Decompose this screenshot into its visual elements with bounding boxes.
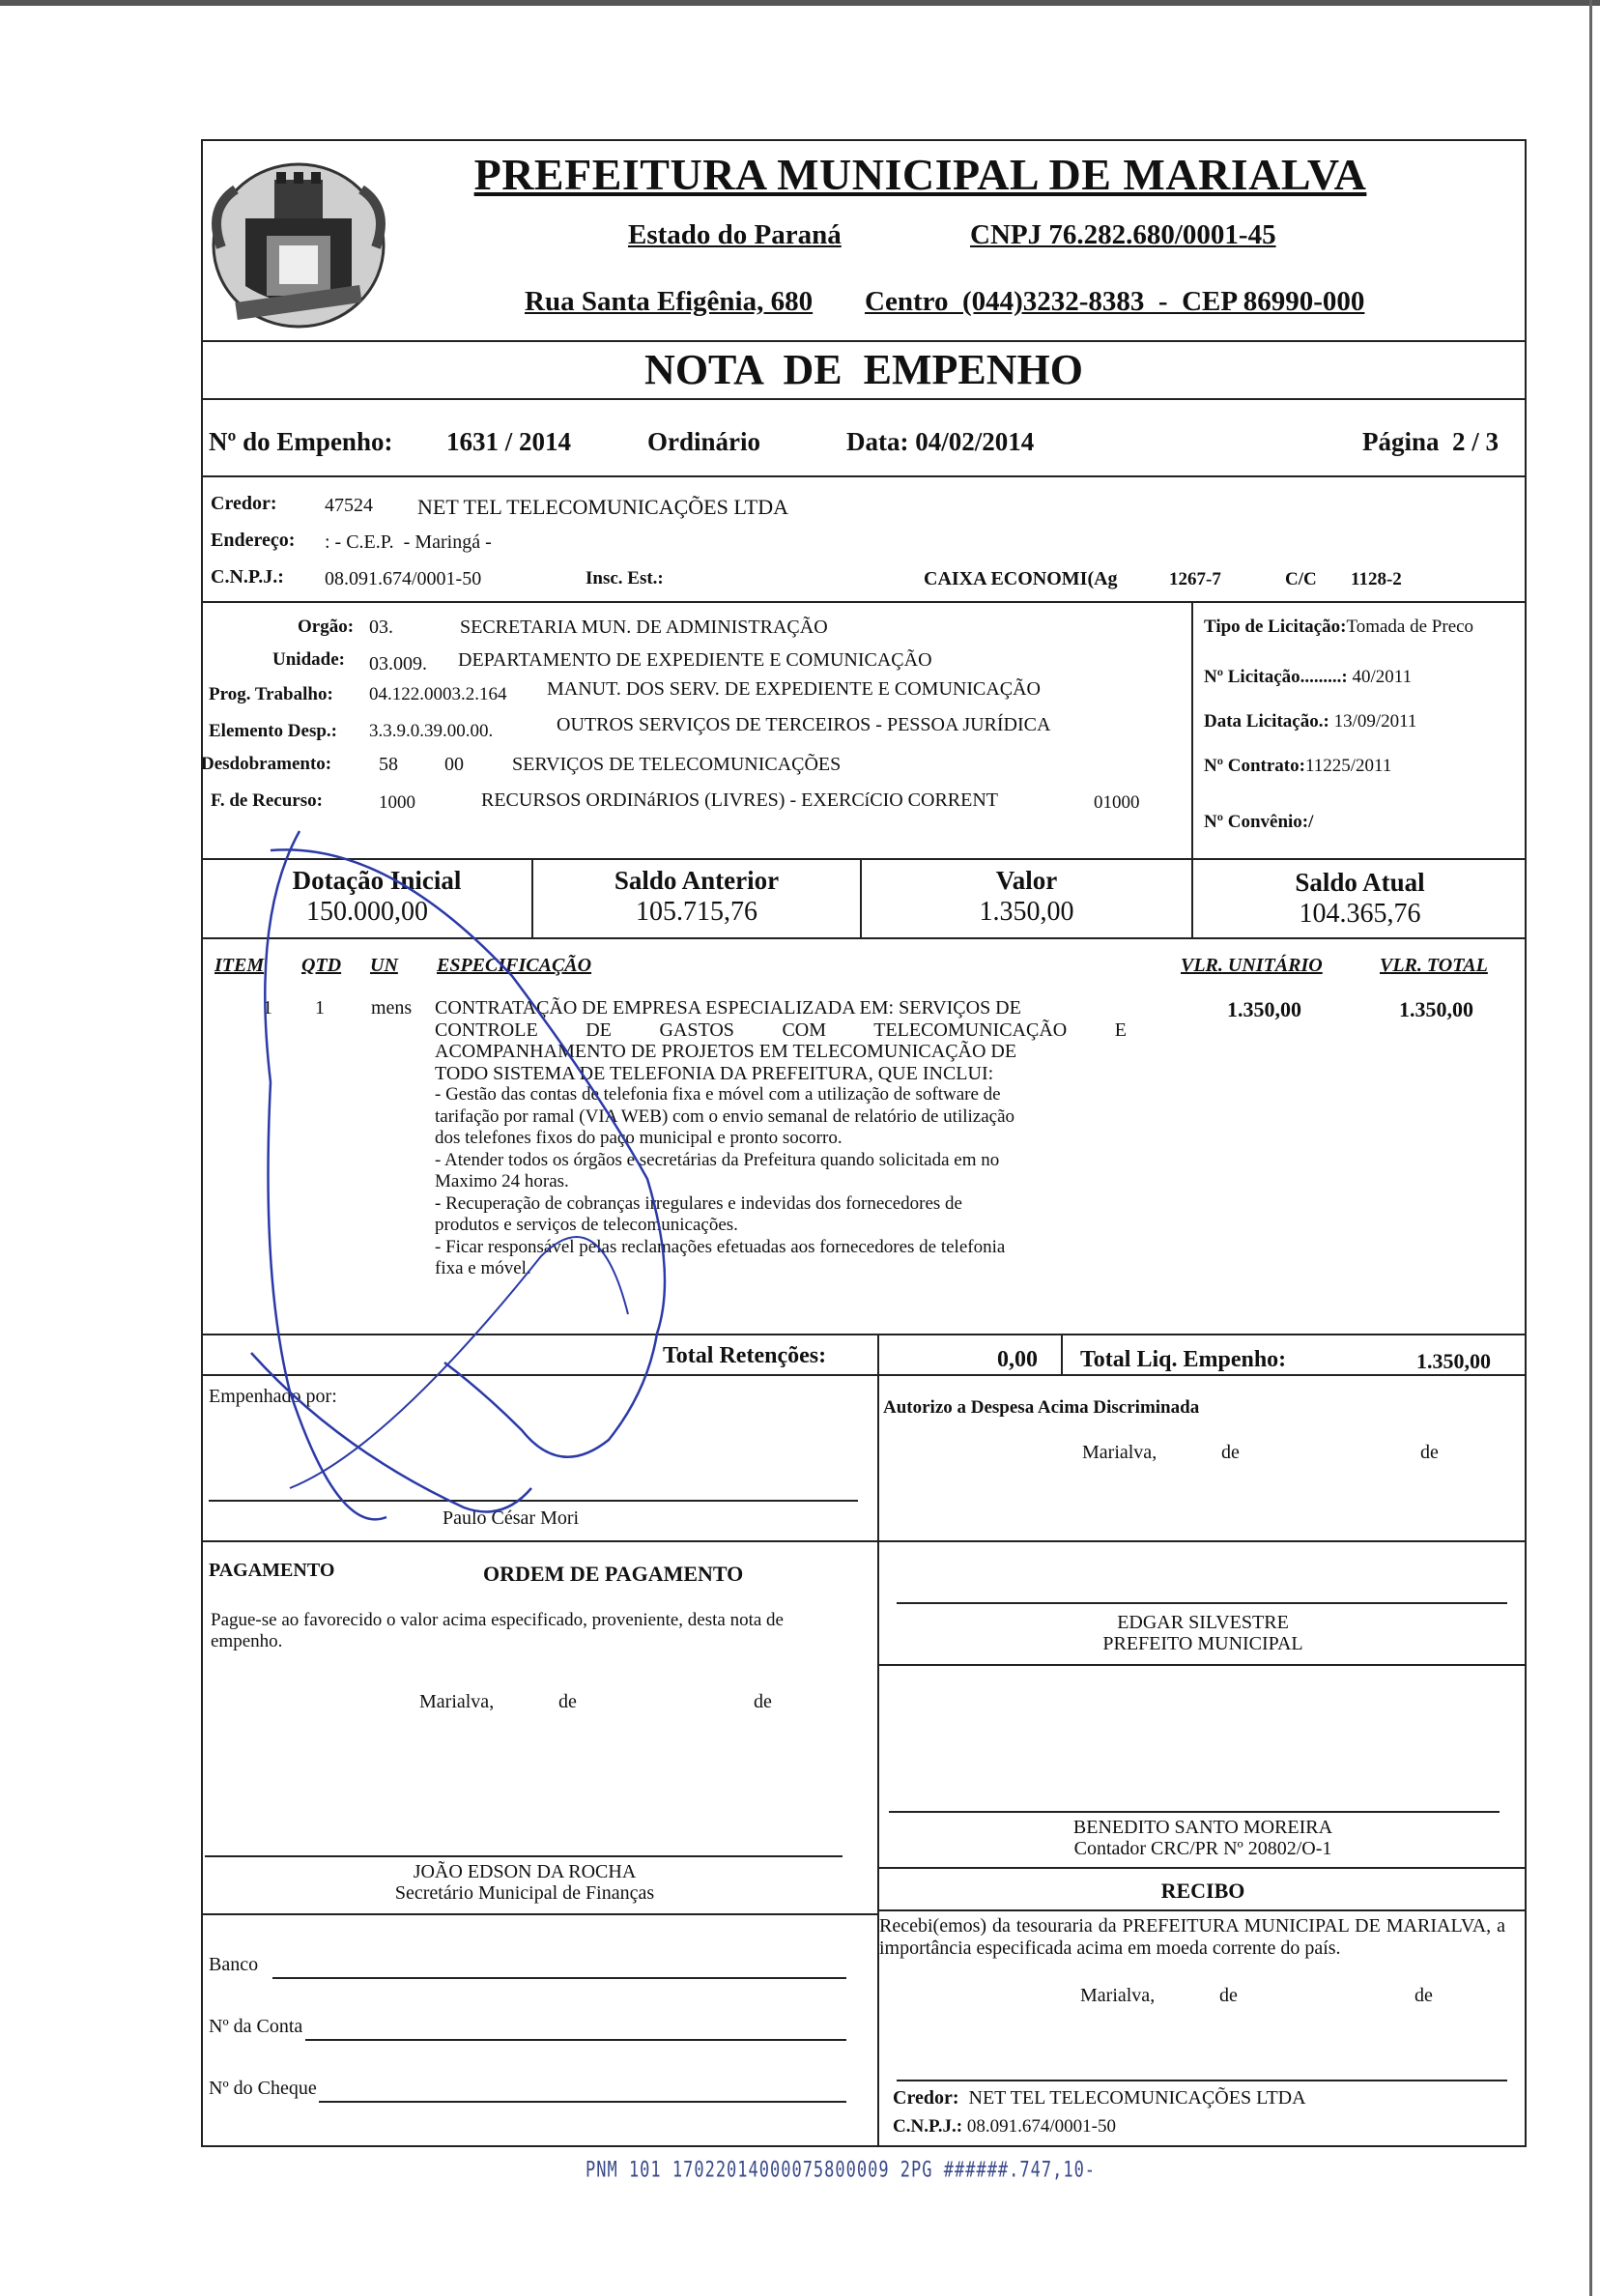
saldo-atual-label: Saldo Atual [1295,868,1425,897]
contador-title: Contador CRC/PR Nº 20802/O-1 [1073,1838,1332,1859]
cc-label: C/C [1285,569,1317,589]
autorizo-de1: de [1221,1442,1240,1463]
spec-line: - Gestão das contas de telefonia fixa e móvel com a utilização de software de [435,1084,1001,1105]
pagamento-label: PAGAMENTO [209,1560,335,1581]
orgao-name: SECRETARIA MUN. DE ADMINISTRAÇÃO [460,617,828,638]
desdobramento-code1: 58 [379,754,398,775]
spec-line: - Recuperação de cobranças irregulares e indevidas dos fornecedores de [435,1192,962,1214]
handwritten-signature [193,773,889,1527]
cheque-label: Nº do Cheque [209,2078,317,2099]
total-retencoes-value: 0,00 [997,1347,1038,1372]
licitacao-number [1204,667,1412,688]
empenho-number: 1631 / 2014 [446,427,572,456]
pagamento-de1: de [558,1691,577,1712]
recibo-credor [893,2087,1306,2109]
desdobramento-code2: 00 [444,754,464,775]
col-un: UN [370,955,398,976]
unidade-code: 03.009. [369,653,427,674]
empenhado-name: Paulo César Mori [443,1507,580,1529]
contrato [1204,756,1391,777]
cc-number: 1128-2 [1351,569,1402,589]
divider [879,1664,1527,1666]
divider [201,398,1527,400]
elemento-name: OUTROS SERVIÇOS DE TERCEIROS - PESSOA JURÍDICA [557,714,1051,735]
marialva-coat-of-arms [207,151,390,340]
autorizo-place: Marialva, [1082,1442,1157,1463]
divider [879,1909,1527,1911]
endereco-value: : - C.E.P. - Maringá - [325,531,492,553]
item-un: mens [371,997,413,1019]
item-total-value: 1.350,00 [1399,997,1473,1021]
signature-line [889,1811,1500,1813]
recibo-text: Recebi(emos) da tesouraria da PREFEITURA MUNICIPAL DE MARIALVA, a importância especificada acima em moeda corrente do país. [879,1915,1505,1959]
licitacao-date [1204,711,1416,732]
credor-code: 47524 [325,495,373,516]
footer-machine-code: PNM 101 17022014000075800009 2PG ######.747,10- [586,2158,1097,2183]
contador-name: BENEDITO SANTO MOREIRA [1072,1817,1333,1838]
conta-label: Nº da Conta [209,2016,303,2037]
banco-field-line[interactable] [272,1977,846,1979]
secretario-signature [201,1861,848,1904]
prog-name: MANUT. DOS SERV. DE EXPEDIENTE E COMUNICAÇÃO [547,678,1041,700]
total-liquido-value: 1.350,00 [1416,1349,1491,1373]
spec-line: CONTRATAÇÃO DE EMPRESA ESPECIALIZADA EM: SERVIÇOS DE [435,997,1021,1019]
secretario-title: Secretário Municipal de Finanças [394,1882,655,1904]
contrato-value: 11225/2011 [1304,756,1392,776]
ordem-de-pagamento-title: ORDEM DE PAGAMENTO [483,1562,744,1586]
bank-agency: 1267-7 [1169,569,1221,589]
divider [201,1913,877,1915]
item-qtd: 1 [315,997,325,1019]
banco-label: Banco [209,1954,259,1975]
orgao-label: Orgão: [298,617,355,637]
cnpj-label: C.N.P.J.: [211,566,284,588]
prefeito-name: EDGAR SILVESTRE [1117,1612,1289,1633]
convenio-label: Nº Convênio:/ [1204,812,1314,832]
recibo-cnpj-label: C.N.P.J.: [893,2116,963,2137]
credor-cnpj: 08.091.674/0001-50 [325,568,482,589]
credor-name: NET TEL TELECOMUNICAÇÕES LTDA [417,495,788,519]
dotacao-inicial-value: 150.000,00 [306,897,428,927]
spec-line: fixa e móvel. [435,1258,531,1278]
dotacao-inicial-label: Dotação Inicial [292,866,462,895]
col-especificacao: ESPECIFICAÇÃO [437,955,592,976]
desdobramento-name: SERVIÇOS DE TELECOMUNICAÇÕES [512,754,842,775]
elemento-code: 3.3.9.0.39.00.00. [369,721,494,741]
total-retencoes-label: Total Retenções: [663,1343,827,1368]
address-rest: Centro (044)3232-8383 - CEP 86990-000 [865,286,1365,317]
credor-label: Credor: [211,493,277,514]
divider [201,601,1527,603]
scan-top-edge [0,0,1600,6]
divider [201,340,1527,342]
saldo-anterior-label: Saldo Anterior [614,866,780,895]
spec-line: tarifação por ramal (VIA WEB) com o envio semanal de relatório de utilização [435,1105,1015,1127]
fonte-code: 1000 [379,792,415,813]
empenho-date: Data: 04/02/2014 [846,427,1035,456]
elemento-label: Elemento Desp.: [209,721,337,741]
licitacao-number-label: Nº Licitação.........: [1204,667,1348,687]
unidade-name: DEPARTAMENTO DE EXPEDIENTE E COMUNICAÇÃO [458,649,932,671]
recibo-de2: de [1414,1985,1433,2006]
divider [1191,601,1193,860]
cheque-field-line[interactable] [319,2101,846,2103]
spec-line: - Ficar responsável pelas reclamações efetuadas aos fornecedores de telefonia [435,1236,1006,1257]
prefeitura-title: PREFEITURA MUNICIPAL DE MARIALVA [473,150,1367,199]
contador-signature [879,1817,1527,1859]
desdobramento-label: Desdobramento: [201,754,332,774]
pagamento-text: Pague-se ao favorecido o valor acima especificado, proveniente, desta nota de empenho. [211,1610,784,1651]
fonte-label: F. de Recurso: [211,790,323,811]
autorizo-de2: de [1420,1442,1439,1463]
item-unit-value: 1.350,00 [1227,997,1301,1021]
recibo-credor-value: NET TEL TELECOMUNICAÇÕES LTDA [968,2087,1306,2109]
recibo-place: Marialva, [1080,1985,1156,2006]
recibo-de1: de [1219,1985,1238,2006]
col-vlr-total: VLR. TOTAL [1380,955,1488,976]
prefeito-title: PREFEITO MUNICIPAL [1102,1633,1303,1654]
col-qtd: QTD [301,955,342,976]
pagamento-de2: de [754,1691,772,1712]
spec-line: TODO SISTEMA DE TELEFONIA DA PREFEITURA, QUE INCLUI: [435,1062,994,1084]
total-liquido-label: Total Liq. Empenho: [1080,1347,1287,1372]
col-vlr-unitario: VLR. UNITÁRIO [1181,955,1323,976]
nota-de-empenho-title: NOTA DE EMPENHO [644,346,1083,393]
scan-right-edge [1589,0,1592,2296]
licitacao-date-label: Data Licitação.: [1204,711,1329,732]
saldo-anterior-value: 105.715,76 [636,897,757,927]
divider [879,1867,1527,1869]
unidade-label: Unidade: [272,649,345,670]
signature-line [897,1602,1507,1604]
autorizo-label: Autorizo a Despesa Acima Discriminada [883,1397,1200,1418]
empenho-type: Ordinário [647,427,761,456]
page-indicator: Página 2 / 3 [1362,427,1500,456]
divider [201,475,1527,477]
state-label: Estado do Paraná [628,219,842,250]
bank-name: CAIXA ECONOMI(Ag [924,568,1118,589]
tipo-licitacao [1204,617,1473,638]
licitacao-number-value: 40/2011 [1352,667,1413,687]
licitacao-date-value: 13/09/2011 [1333,711,1417,732]
divider [201,1540,1527,1542]
signature-line [205,1855,843,1857]
spec-line: - Atender todos os órgãos e secretárias da Prefeitura quando solicitada em no [435,1149,1000,1170]
pagamento-place: Marialva, [419,1691,495,1712]
valor-value: 1.350,00 [979,897,1074,927]
recibo-cnpj [893,2116,1116,2138]
empenhado-label: Empenhado por: [209,1386,337,1407]
spec-line: Maximo 24 horas. [435,1171,569,1191]
divider [1061,1334,1063,1376]
insc-est-label: Insc. Est.: [586,568,664,588]
fonte-code2: 01000 [1094,792,1140,813]
item-number: 1 [263,997,272,1019]
conta-field-line[interactable] [305,2039,846,2041]
orgao-code: 03. [369,617,393,638]
tipo-licitacao-value: Tomada de Preco [1346,617,1474,637]
cnpj-header: CNPJ 76.282.680/0001-45 [970,219,1276,250]
saldo-atual-value: 104.365,76 [1299,899,1421,929]
endereco-label: Endereço: [211,530,296,551]
col-item: ITEM [214,955,265,976]
empenho-label: Nº do Empenho: [209,427,393,456]
recibo-cnpj-value: 08.091.674/0001-50 [966,2116,1116,2137]
spec-line: produtos e serviços de telecomunicações. [435,1215,738,1235]
recibo-title: RECIBO [1160,1879,1245,1903]
fonte-name: RECURSOS ORDINáRIOS (LIVRES) - EXERCíCIO CORRENT [481,789,999,811]
spec-line: dos telefones fixos do paço municipal e pronto socorro. [435,1128,843,1148]
recibo-credor-label: Credor: [893,2087,959,2109]
spec-line: ACOMPANHAMENTO DE PROJETOS EM TELECOMUNICAÇÃO DE [435,1041,1017,1062]
prefeito-signature [879,1612,1527,1654]
spec-line: CONTROLE DE GASTOS COM TELECOMUNICAÇÃO E [435,1019,1127,1041]
prog-code: 04.122.0003.2.164 [369,684,507,704]
valor-label: Valor [995,866,1058,895]
contrato-label: Nº Contrato: [1204,756,1305,776]
tipo-licitacao-label: Tipo de Licitação: [1204,617,1347,637]
prog-label: Prog. Trabalho: [209,684,333,704]
signature-line [897,2080,1507,2081]
street-address: Rua Santa Efigênia, 680 [525,286,814,317]
secretario-name: JOÃO EDSON DA ROCHA [413,1861,637,1882]
